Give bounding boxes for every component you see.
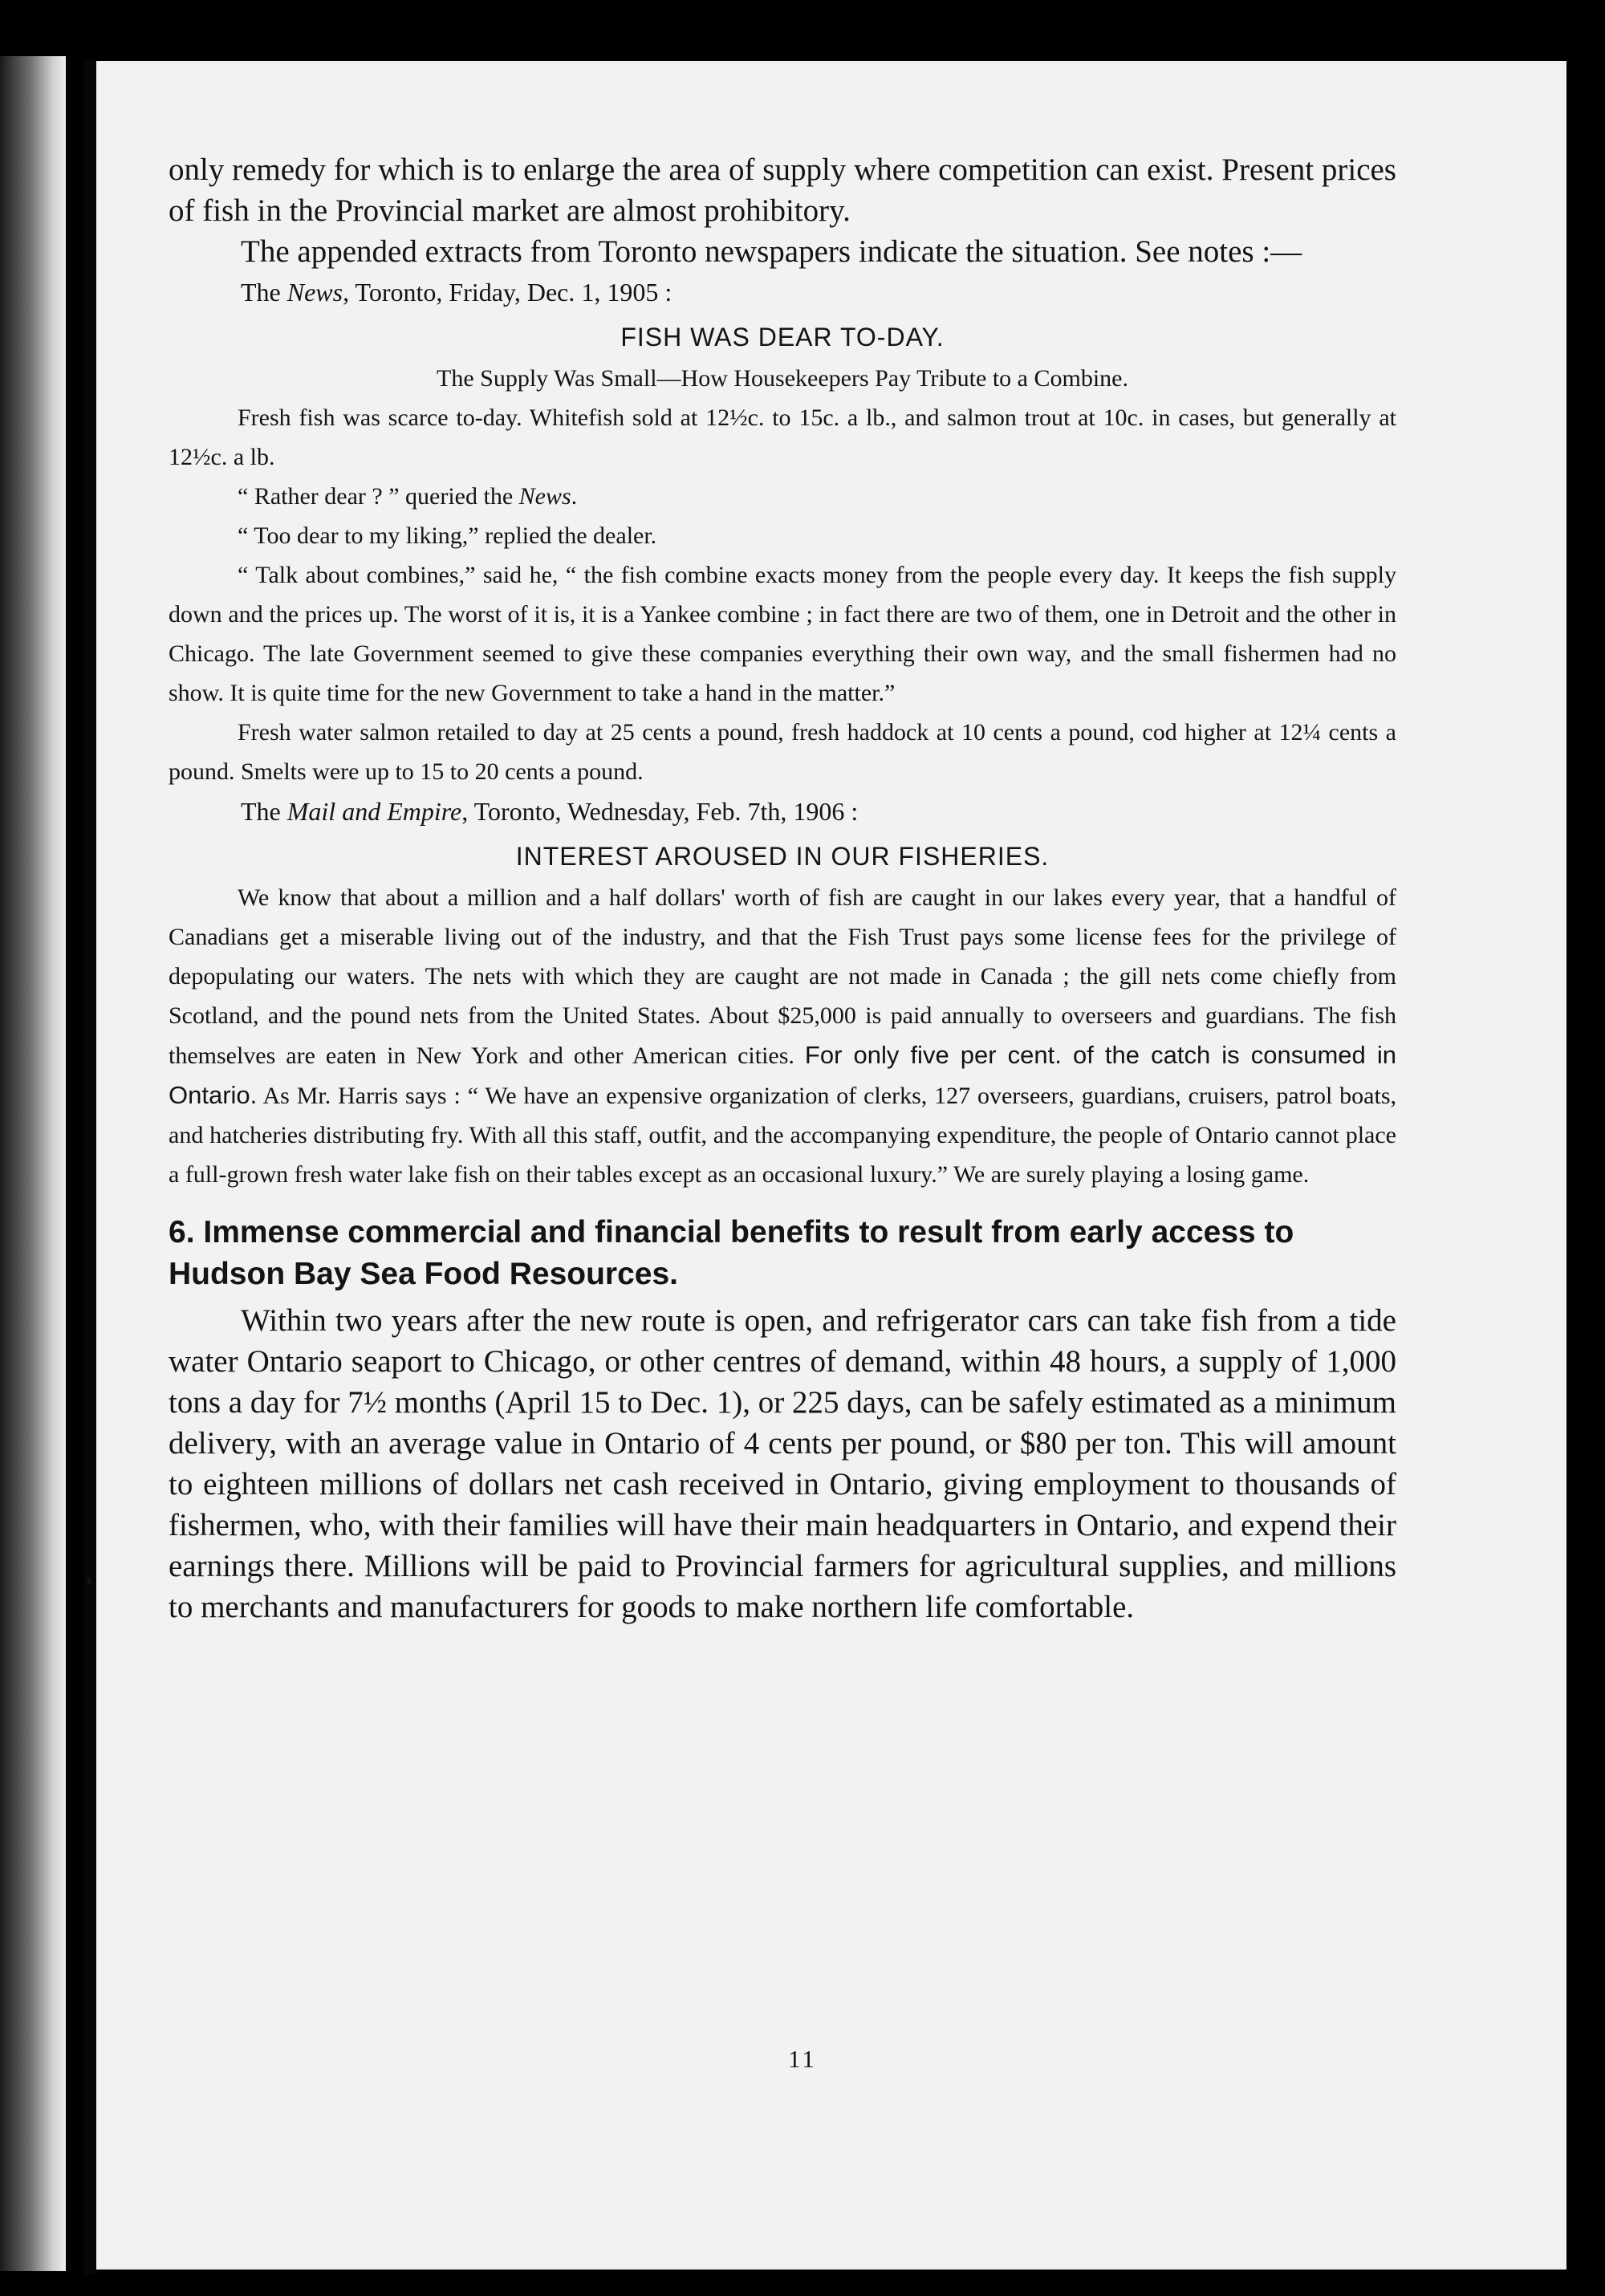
paragraph-continued: only remedy for which is to enlarge the area of supply where competition can exist. Present prices of fish in the Provincial market are almost prohibitory. bbox=[169, 152, 1396, 228]
newspaper-name: News bbox=[286, 278, 343, 307]
section-6-heading: 6. Immense commercial and financial benefits to result from early access to Hudson Bay Sea Food Resources. bbox=[169, 1215, 1294, 1291]
book-spine-shadow bbox=[83, 59, 96, 2274]
extract-paragraph: Fresh fish was scarce to-day. Whitefish sold at 12½c. to 15c. a lb., and salmon trout at 10c. in cases, but generally at 12½c. a lb. bbox=[169, 404, 1396, 470]
news-extract-1 bbox=[169, 272, 1396, 791]
scan-speck bbox=[87, 1578, 91, 1585]
extract-headline: INTEREST AROUSED IN OUR FISHERIES. bbox=[515, 842, 1050, 871]
extract-paragraph: Fresh water salmon retailed to day at 25 cents a pound, fresh haddock at 10 cents a pound, cod higher at 12¼ cents a pound. Smelts were up to 15 to 20 cents a pound. bbox=[169, 719, 1396, 785]
emphasized-statement: For only five per cent. of the catch is consumed in Ontario. bbox=[169, 1041, 1396, 1109]
extract-headline: FISH WAS DEAR TO-DAY. bbox=[620, 323, 945, 352]
extract-paragraph: “ Talk about combines,” said he, “ the fish combine exacts money from the people every day. It keeps the fish supply down and the prices up. The worst of it is, it is a Yankee combine ; in fact there are two of them, one in Detroit and the other in Chicago. The late Government seemed to give these companies everything their own way, and the small fishermen had no show. It is quite time for the new Government to take a hand in the matter.” bbox=[169, 562, 1396, 706]
paragraph-appended-extracts: The appended extracts from Toronto newspapers indicate the situation. See notes :— bbox=[241, 234, 1302, 269]
news-extract-2 bbox=[169, 791, 1396, 1194]
section-6-paragraph: Within two years after the new route is open, and refrigerator cars can take fish from a tide water Ontario seaport to Chicago, or other centres of demand, within 48 hours, a supply of 1,000 tons a day for 7½ months (April 15 to Dec. 1), or 225 days, can be safely estimated as a minimum delivery, with an average value in Ontario of 4 cents per pound, or $80 per ton. This will amount to eighteen millions of dollars net cash received in Ontario, giving employment to thousands of fishermen, who, with their families will have their main headquarters in Ontario, and expend their earnings there. Millions will be paid to Provincial farmers for agricultural supplies, and millions to merchants and manufacturers for goods to make northern life comfortable. bbox=[169, 1303, 1396, 1624]
extract-paragraph: We know that about a million and a half dollars' worth of fish are caught in our lakes every year, that a handful of Canadians get a miserable living out of the industry, and that the Fish Trust pays some license fees for the privilege of depopulating our waters. The nets with which they are caught are not made in Canada ; the gill nets come chiefly from Scotland, and the pound nets from the United States. About $25,000 is paid annually to overseers and guardians. The fish themselves are eaten in New York and other American cities. For only five per cent. of the catch is consumed in Ontario. As Mr. Harris says : “ We have an expensive organization of clerks, 127 overseers, guardians, cruisers, patrol boats, and hatcheries distributing fry. With all this staff, outfit, and the accompanying expenditure, the people of Ontario cannot place a full-grown fresh water lake fish on their tables except as an occasional luxury.” We are surely playing a losing game. bbox=[169, 884, 1396, 1188]
extract-paragraph: “ Too dear to my liking,” replied the dealer. bbox=[238, 522, 657, 549]
extract-source-line: The News, Toronto, Friday, Dec. 1, 1905 : bbox=[241, 278, 672, 307]
facing-page-edge bbox=[0, 56, 66, 2271]
extract-subheadline: The Supply Was Small—How Housekeepers Pay Tribute to a Combine. bbox=[437, 365, 1128, 392]
extract-source-line: The Mail and Empire, Toronto, Wednesday, Feb. 7th, 1906 : bbox=[241, 797, 859, 826]
newspaper-name: Mail and Empire bbox=[286, 797, 462, 826]
page-text bbox=[169, 149, 1396, 1628]
extract-paragraph: “ Rather dear ? ” queried the News. bbox=[238, 483, 578, 510]
page-number: 11 bbox=[788, 2045, 817, 2073]
